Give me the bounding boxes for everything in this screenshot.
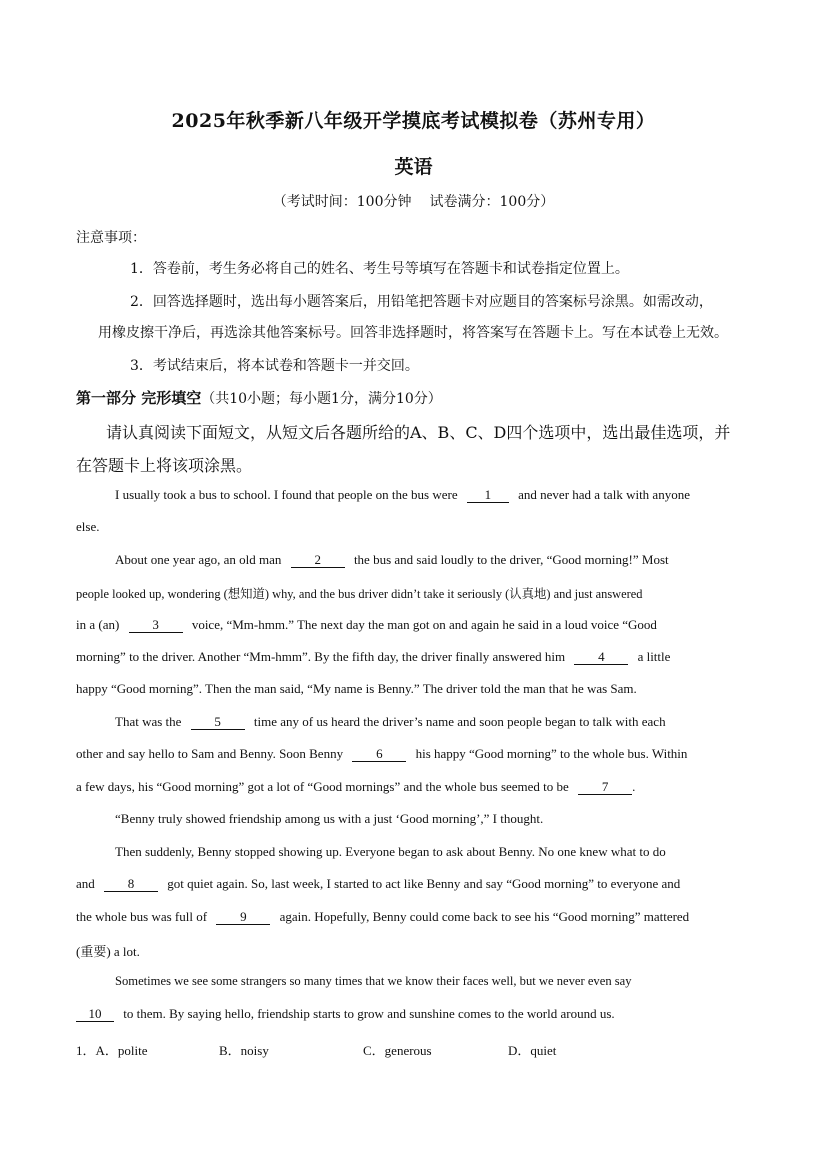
exam-score: 试卷满分：100分） (429, 194, 555, 210)
option-a[interactable]: 1．A．polite (76, 1043, 148, 1058)
subject-title: 英语 (394, 156, 433, 178)
note-item-2: 2．回答选择题时，选出每小题答案后，用铅笔把答题卡对应题目的答案标号涂黑。如需改动， (130, 294, 713, 310)
blank-4: 4 (574, 650, 628, 665)
exam-title: 2025年秋季新八年级开学摸底考试模拟卷（苏州专用） (171, 110, 656, 132)
passage-line: people looked up, wondering (想知道) why, and the bus driver didn’t take it seriously (认真地) and just answered (76, 587, 643, 601)
blank-6: 6 (352, 747, 406, 762)
passage-line: 10 to them. By saying hello, friendship starts to grow and sunshine comes to the world around us. (76, 1006, 753, 1022)
option-c[interactable]: C．generous (363, 1043, 432, 1058)
notes-heading: 注意事项： (76, 230, 146, 246)
blank-3: 3 (129, 618, 183, 633)
passage-line: and 8 got quiet again. So, last week, I started to act like Benny and say “Good morning” to everyone and (76, 876, 681, 891)
option-b[interactable]: B．noisy (219, 1043, 269, 1058)
blank-9: 9 (216, 910, 270, 925)
passage-line: other and say hello to Sam and Benny. Soon Benny 6 his happy “Good morning” to the whole bus. Within (76, 746, 688, 761)
passage-line: About one year ago, an old man 2 the bus and said loudly to the driver, “Good morning!” Most (115, 552, 669, 567)
passage-line: a few days, his “Good morning” got a lot of “Good mornings” and the whole bus seemed to be 7 . (76, 779, 636, 794)
passage-line: I usually took a bus to school. I found that people on the bus were 1 and never had a talk with anyone (115, 487, 690, 502)
passage-line: “Benny truly showed friendship among us with a just ‘Good morning’,” I thought. (115, 811, 544, 826)
passage-line: else. (76, 519, 100, 534)
passage-line: Then suddenly, Benny stopped showing up. Everyone began to ask about Benny. No one knew what to do (115, 844, 666, 859)
note-item-1: 1．答卷前，考生务必将自己的姓名、考生号等填写在答题卡和试卷指定位置上。 (130, 261, 629, 277)
passage-line: morning” to the driver. Another “Mm-hmm”. By the fifth day, the driver finally answered him 4 a little (76, 649, 671, 664)
blank-1: 1 (467, 488, 509, 503)
blank-5: 5 (191, 715, 245, 730)
exam-time: （考试时间：100分钟 (272, 194, 412, 210)
passage-line: Sometimes we see some strangers so many times that we know their faces well, but we never even say (115, 974, 632, 988)
section-instruction-continued: 在答题卡上将该项涂黑。 (76, 456, 253, 475)
passage-line: happy “Good morning”. Then the man said, “My name is Benny.” The driver told the man that he was Sam. (76, 681, 637, 696)
blank-7: 7 (578, 780, 632, 795)
section-name: 第一部分 完形填空 (76, 389, 202, 407)
blank-8: 8 (104, 877, 158, 892)
exam-info (0, 191, 827, 211)
section-instruction: 请认真阅读下面短文，从短文后各题所给的A、B、C、D四个选项中，选出最佳选项，并 (106, 423, 731, 442)
blank-2: 2 (291, 553, 345, 568)
section-heading (76, 387, 442, 408)
option-d[interactable]: D．quiet (508, 1043, 557, 1058)
passage-line: in a (an) 3 voice, “Mm-hmm.” The next day the man got on and again he said in a loud voice “Good (76, 617, 657, 632)
passage-line: the whole bus was full of 9 again. Hopefully, Benny could come back to see his “Good morning” mattered (76, 909, 690, 924)
note-item-3: 3．考试结束后，将本试卷和答题卡一并交回。 (130, 358, 419, 374)
passage-line: (重要) a lot. (76, 944, 140, 959)
passage-line: That was the 5 time any of us heard the driver’s name and soon people began to talk with each (115, 714, 666, 729)
note-item-2-continued: 用橡皮擦干净后，再选涂其他答案标号。回答非选择题时，将答案写在答题卡上。写在本试卷上无效。 (98, 325, 728, 341)
section-detail: （共10小题；每小题1分，满分10分） (201, 391, 442, 407)
blank-10: 10 (76, 1007, 114, 1022)
